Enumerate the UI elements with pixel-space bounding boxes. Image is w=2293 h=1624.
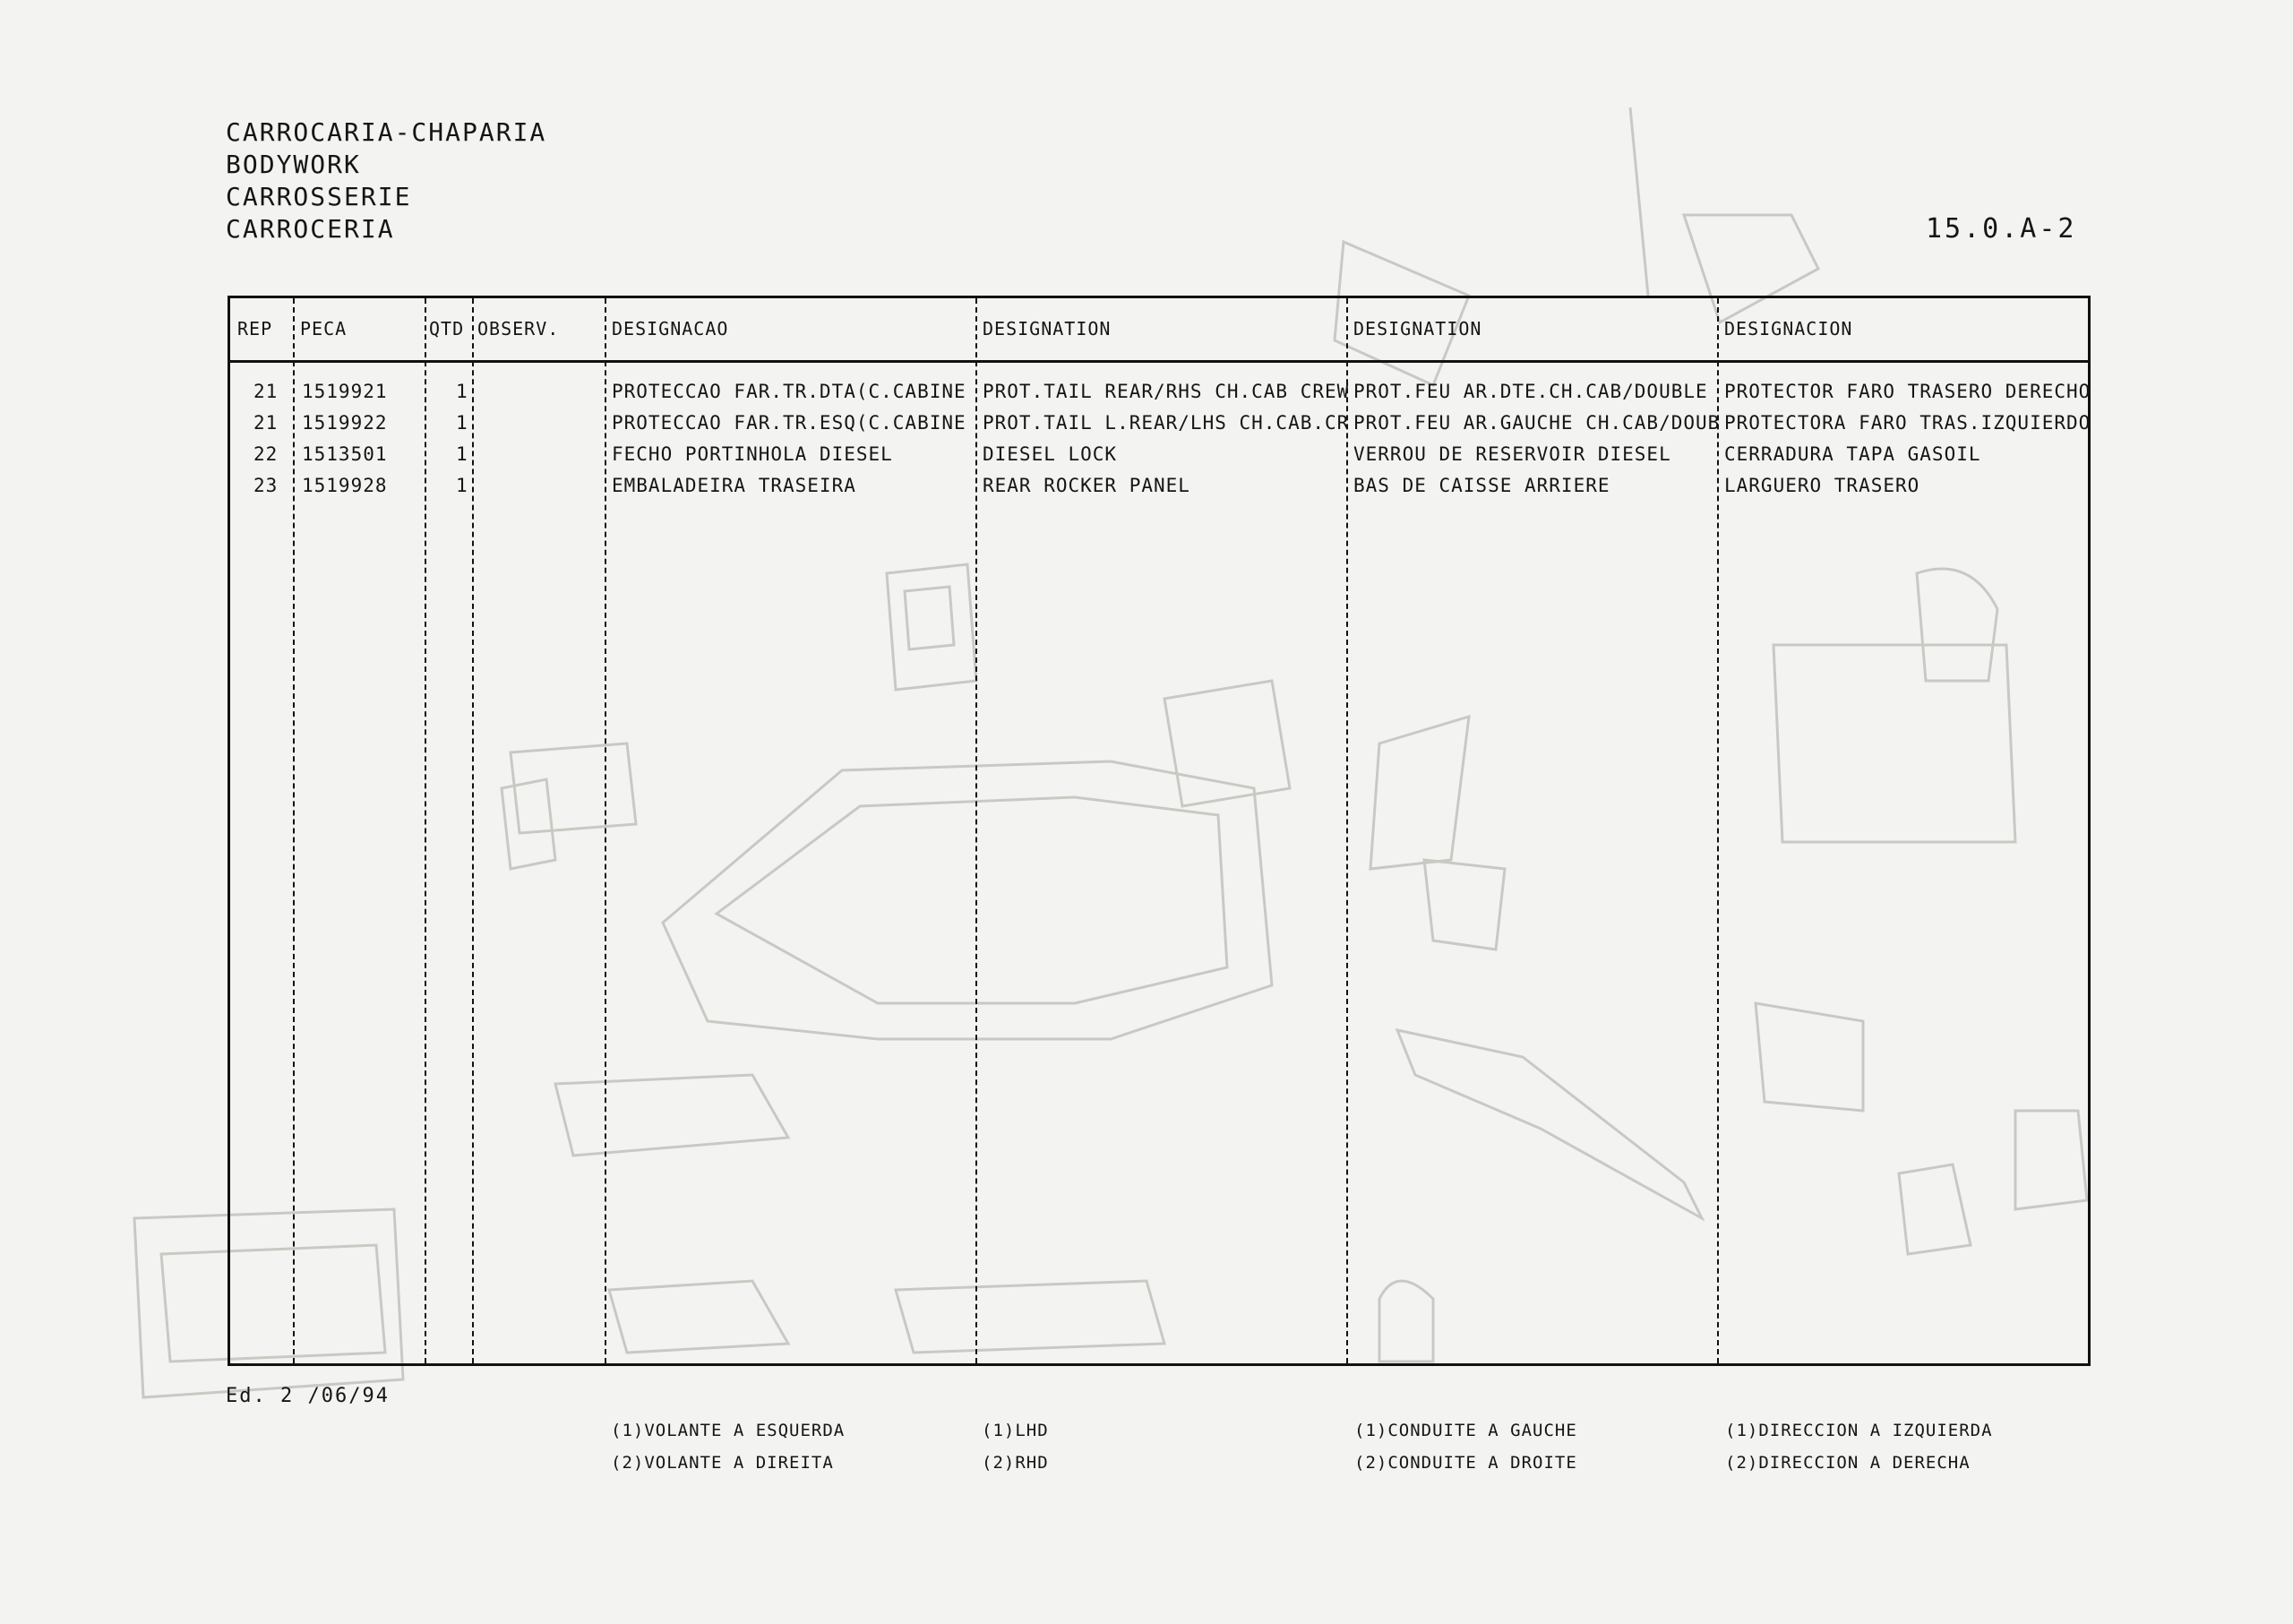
cell-designacao: FECHO PORTINHOLA DIESEL bbox=[612, 443, 893, 465]
note-fr-2: (2)CONDUITE A DROITE bbox=[1354, 1453, 1577, 1473]
cell-designation-en: PROT.TAIL REAR/RHS CH.CAB CREW bbox=[983, 381, 1350, 402]
cell-designacion: LARGUERO TRASERO bbox=[1724, 475, 1920, 496]
column-header-designacion: DESIGNACION bbox=[1724, 318, 1853, 339]
cell-peca: 1513501 bbox=[302, 443, 388, 465]
col-divider-peca bbox=[425, 298, 426, 1363]
note-pt-1: (1)VOLANTE A ESQUERDA bbox=[611, 1421, 846, 1440]
title-spanish: CARROCERIA bbox=[226, 214, 395, 244]
cell-rep: 21 bbox=[253, 381, 279, 402]
cell-designation-en: REAR ROCKER PANEL bbox=[983, 475, 1190, 496]
cell-designation-en: DIESEL LOCK bbox=[983, 443, 1118, 465]
cell-peca: 1519921 bbox=[302, 381, 388, 402]
cell-rep: 22 bbox=[253, 443, 279, 465]
column-header-designation-fr: DESIGNATION bbox=[1353, 318, 1482, 339]
parts-table bbox=[228, 296, 2091, 1366]
edition-date: Ed. 2 /06/94 bbox=[226, 1385, 390, 1407]
column-header-rep: REP bbox=[237, 318, 273, 339]
document-header bbox=[226, 116, 546, 245]
cell-designacion: PROTECTOR FARO TRASERO DERECHO bbox=[1724, 381, 2091, 402]
cell-peca: 1519928 bbox=[302, 475, 388, 496]
note-en-2: (2)RHD bbox=[982, 1453, 1049, 1473]
header-divider bbox=[230, 360, 2088, 363]
cell-designacao: EMBALADEIRA TRASEIRA bbox=[612, 475, 856, 496]
column-header-observ: OBSERV. bbox=[477, 318, 560, 339]
cell-qtd: 1 bbox=[456, 381, 468, 402]
cell-qtd: 1 bbox=[456, 443, 468, 465]
title-english: BODYWORK bbox=[226, 150, 361, 179]
cell-designation-fr: PROT.FEU AR.DTE.CH.CAB/DOUBLE bbox=[1353, 381, 1708, 402]
cell-designacion: CERRADURA TAPA GASOIL bbox=[1724, 443, 1981, 465]
title-portuguese: CARROCARIA-CHAPARIA bbox=[226, 117, 547, 147]
cell-peca: 1519922 bbox=[302, 412, 388, 434]
note-es-2: (2)DIRECCION A DERECHA bbox=[1725, 1453, 1971, 1473]
col-divider-rep bbox=[293, 298, 295, 1363]
note-pt-2: (2)VOLANTE A DIREITA bbox=[611, 1453, 834, 1473]
col-divider-designation-fr bbox=[1717, 298, 1719, 1363]
cell-rep: 21 bbox=[253, 412, 279, 434]
col-divider-designacao bbox=[975, 298, 977, 1363]
cell-designacao: PROTECCAO FAR.TR.DTA(C.CABINE bbox=[612, 381, 966, 402]
column-header-qtd: QTD bbox=[429, 318, 465, 339]
cell-qtd: 1 bbox=[456, 475, 468, 496]
note-es-1: (1)DIRECCION A IZQUIERDA bbox=[1725, 1421, 1993, 1440]
cell-designation-en: PROT.TAIL L.REAR/LHS CH.CAB.CR bbox=[983, 412, 1350, 434]
title-french: CARROSSERIE bbox=[226, 182, 412, 211]
cell-designation-fr: PROT.FEU AR.GAUCHE CH.CAB/DOUB bbox=[1353, 412, 1721, 434]
column-header-peca: PECA bbox=[300, 318, 348, 339]
page-code: 15.0.A-2 bbox=[1926, 213, 2077, 245]
col-divider-qtd bbox=[472, 298, 474, 1363]
cell-rep: 23 bbox=[253, 475, 279, 496]
column-header-designacao: DESIGNACAO bbox=[612, 318, 729, 339]
cell-designacion: PROTECTORA FARO TRAS.IZQUIERDO bbox=[1724, 412, 2091, 434]
column-header-designation-en: DESIGNATION bbox=[983, 318, 1112, 339]
note-en-1: (1)LHD bbox=[982, 1421, 1049, 1440]
cell-qtd: 1 bbox=[456, 412, 468, 434]
note-fr-1: (1)CONDUITE A GAUCHE bbox=[1354, 1421, 1577, 1440]
cell-designacao: PROTECCAO FAR.TR.ESQ(C.CABINE bbox=[612, 412, 966, 434]
cell-designation-fr: VERROU DE RESERVOIR DIESEL bbox=[1353, 443, 1671, 465]
cell-designation-fr: BAS DE CAISSE ARRIERE bbox=[1353, 475, 1610, 496]
col-divider-designation-en bbox=[1346, 298, 1348, 1363]
col-divider-observ bbox=[605, 298, 606, 1363]
